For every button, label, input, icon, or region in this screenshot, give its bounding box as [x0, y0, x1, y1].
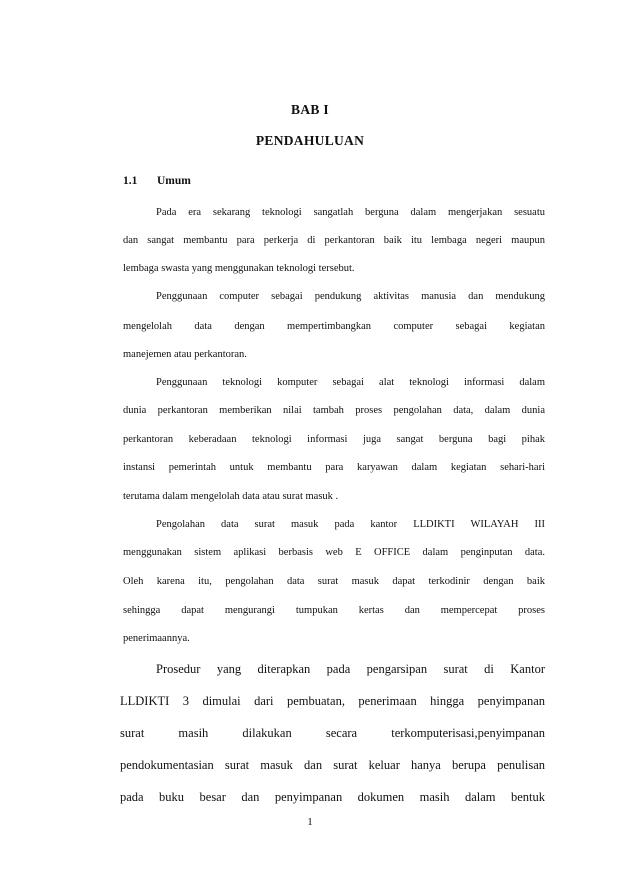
paragraph2-line1: Penggunaan computer sebagai pendukung aktivitas manusia dan mendukung — [156, 291, 545, 302]
paragraph5-line5: pada buku besar dan penyimpanan dokumen masih dalam bentuk — [120, 790, 545, 804]
paragraph1-line1: Pada era sekarang teknologi sangatlah berguna dalam mengerjakan sesuatu — [156, 207, 545, 218]
paragraph1-line3: lembaga swasta yang menggunakan teknologi tersebut. — [123, 263, 355, 274]
paragraph3-line5: terutama dalam mengelolah data atau surat masuk . — [123, 491, 339, 502]
paragraph3-line2: dunia perkantoran memberikan nilai tambah proses pengolahan data, dalam dunia — [123, 405, 545, 416]
paragraph5-line1: Prosedur yang diterapkan pada pengarsipan surat di Kantor — [156, 662, 545, 676]
paragraph5-line3: surat masih dilakukan secara terkomputerisasi,penyimpanan — [120, 726, 545, 740]
paragraph2-line2: mengelolah data dengan mempertimbangkan computer sebagai kegiatan — [123, 321, 545, 332]
paragraph4-line3: Oleh karena itu, pengolahan data surat masuk dapat terkodinir dengan baik — [123, 576, 545, 587]
paragraph3-line1: Penggunaan teknologi komputer sebagai alat teknologi informasi dalam — [156, 377, 545, 388]
paragraph3-line3: perkantoran keberadaan teknologi informasi juga sangat berguna bagi pihak — [123, 434, 545, 445]
paragraph2-line3: manejemen atau perkantoran. — [123, 349, 247, 360]
paragraph5-line4: pendokumentasian surat masuk dan surat keluar hanya berupa penulisan — [120, 758, 545, 772]
paragraph1-line2: dan sangat membantu para perkerja di perkantoran baik itu lembaga negeri maupun — [123, 235, 545, 246]
section-number: 1.1 — [123, 175, 138, 187]
chapter-label: BAB I — [291, 102, 329, 117]
paragraph4-line5: penerimaannya. — [123, 633, 190, 644]
page-number: 1 — [307, 816, 313, 828]
paragraph4-line4: sehingga dapat mengurangi tumpukan kertas dan mempercepat proses — [123, 605, 545, 616]
paragraph3-line4: instansi pemerintah untuk membantu para karyawan dalam kegiatan sehari-hari — [123, 462, 545, 473]
paragraph5-line2: LLDIKTI 3 dimulai dari pembuatan, penerimaan hingga penyimpanan — [120, 694, 545, 708]
paragraph4-line1: Pengolahan data surat masuk pada kantor LLDIKTI WILAYAH III — [156, 519, 545, 530]
section-title: Umum — [157, 175, 191, 187]
paragraph4-line2: menggunakan sistem aplikasi berbasis web E OFFICE dalam penginputan data. — [123, 547, 545, 558]
chapter-title: PENDAHULUAN — [255, 133, 365, 148]
